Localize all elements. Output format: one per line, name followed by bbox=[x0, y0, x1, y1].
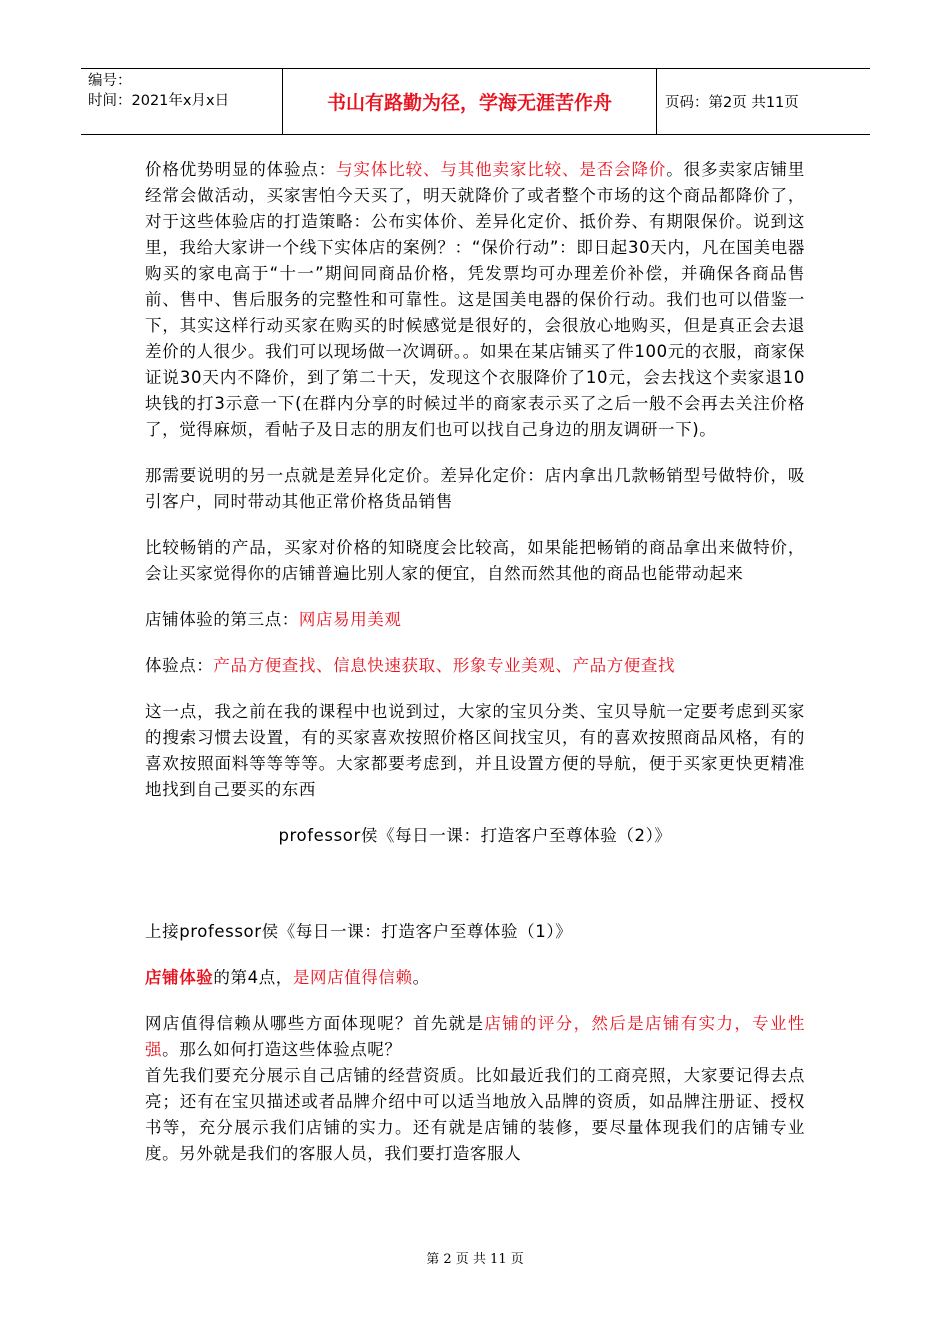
highlight-text: 网店易用美观 bbox=[298, 610, 402, 629]
highlight-text: 店铺的评分，然后是店铺有实力，专业性强 bbox=[145, 1014, 805, 1059]
section-title: professor侯《每日一课：打造客户至尊体验（2）》 bbox=[278, 826, 672, 845]
highlight-text: 是网店值得信赖 bbox=[292, 968, 413, 987]
text-run: 店铺体验的第三点： bbox=[145, 610, 299, 629]
paragraph-price-advantage bbox=[145, 157, 805, 443]
paragraph-third-point bbox=[145, 607, 805, 633]
document-body bbox=[145, 157, 805, 1167]
text-run: 的第4点， bbox=[213, 968, 293, 987]
document-header bbox=[81, 68, 870, 135]
paragraph-navigation: 这一点，我之前在我的课程中也说到过，大家的宝贝分类、宝贝导航一定要考虑到买家的搜索习惯去设置，有的买家喜欢按照价格区间找宝贝，有的喜欢按照商品风格，有的喜欢按照面料等等等等。大家都要考虑到，并且设置方便的导航，便于买家更快更精准地找到自己要买的东西 bbox=[145, 702, 805, 799]
header-page-info: 页码：第2页 共11页 bbox=[665, 95, 799, 111]
text-run: 。 bbox=[412, 968, 430, 987]
date-line: 时间：2021年x月x日 bbox=[88, 93, 230, 109]
page-footer: 第 2 页 共 11 页 bbox=[426, 1252, 524, 1267]
highlight-text: 产品方便查找、信息快速获取、形象专业美观、产品方便查找 bbox=[213, 656, 676, 675]
number-label: 编号： bbox=[88, 73, 132, 89]
paragraph-trust bbox=[145, 1011, 805, 1063]
text-run: 体验点： bbox=[145, 656, 214, 675]
header-meta bbox=[81, 69, 283, 134]
paragraph-experience-points bbox=[145, 653, 805, 679]
paragraph-fourth-point bbox=[145, 965, 805, 991]
paragraph-bestsellers: 比较畅销的产品，买家对价格的知晓度会比较高，如果能把畅销的商品拿出来做特价，会让买家觉得你的店铺普遍比别人家的便宜，自然而然其他的商品也能带动起来 bbox=[145, 538, 805, 583]
paragraph-continuation: 上接professor侯《每日一课：打造客户至尊体验（1）》 bbox=[145, 922, 573, 941]
text-run: 网店值得信赖从哪些方面体现呢？首先就是 bbox=[145, 1014, 485, 1033]
header-motto: 书山有路勤为径，学海无涯苦作舟 bbox=[283, 69, 657, 134]
highlight-text: 与实体比较、与其他卖家比较、是否会降价 bbox=[336, 160, 667, 179]
text-run: 价格优势明显的体验点： bbox=[145, 160, 337, 179]
text-run: 。很多卖家店铺里经常会做活动，买家害怕今天买了，明天就降价了或者整个市场的这个商品都降价了，对于这些体验店的打造策略：公布实体价、差异化定价、抵价券、有期限保价。说到这里，我给大家讲一个线下实体店的案例？：“保价行动”：即日起30天内，凡在国美电器购买的家电高于“十一”期间同商品价格，凭发票均可办理差价补偿，并确保各商品售前、售中、售后服务的完整性和可靠性。这是国美电器的保价行动。我们也可以借鉴一下，其实这样行动买家在购买的时候感觉是很好的，会很放心地购买，但是真正会去退差价的人很少。我们可以现场做一次调研。。如果在某店铺买了件100元的衣服，商家保证说30天内不降价，到了第二十天，发现这个衣服降价了10元，会去找这个卖家退10块钱的打3示意一下(在群内分享的时候过半的商家表示买了之后一般不会再去关注价格了，觉得麻烦，看帖子及日志的朋友们也可以找自己身边的朋友调研一下)。 bbox=[145, 160, 805, 439]
paragraph-differentiated-pricing: 那需要说明的另一点就是差异化定价。差异化定价：店内拿出几款畅销型号做特价，吸引客户，同时带动其他正常价格货品销售 bbox=[145, 466, 805, 511]
text-run: 。那么如何打造这些体验点呢？ bbox=[162, 1040, 402, 1059]
paragraph-qualifications: 首先我们要充分展示自己店铺的经营资质。比如最近我们的工商亮照，大家要记得去点亮；还有在宝贝描述或者品牌介绍中可以适当地放入品牌的资质，如品牌注册证、授权书等，充分展示我们店铺的实力。还有就是店铺的装修，要尽量体现我们的店铺专业度。另外就是我们的客服人员，我们要打造客服人 bbox=[145, 1066, 805, 1163]
highlight-text: 店铺体验 bbox=[145, 968, 214, 987]
